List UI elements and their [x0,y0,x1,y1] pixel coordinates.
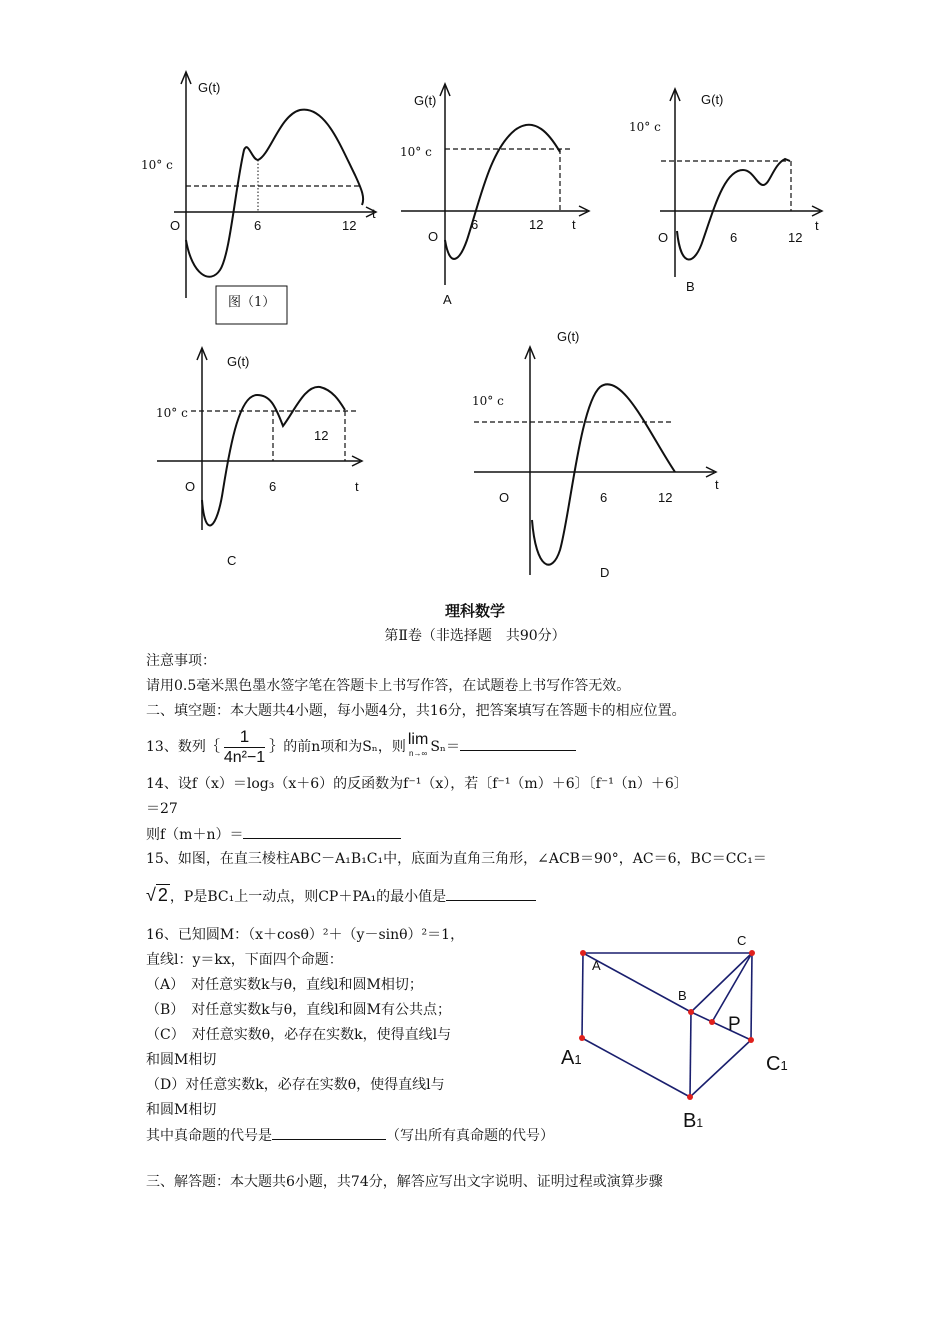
tick-12: 12 [658,490,673,505]
tick-12: 12 [314,428,329,443]
q16-option-b: （B） 对任意实数k与θ，直线l和圆M有公共点； [146,1002,452,1018]
label-a1: A1 [561,1047,582,1069]
q13-fraction [224,727,265,768]
x-axis-label: t [355,479,359,494]
y-axis-label: G(t) [414,93,437,108]
q13-suffix: Sₙ＝ [430,739,460,755]
caption-label: 图（1） [228,295,276,310]
option-label: C [227,553,237,568]
q15-line2 [146,885,536,907]
q13-frac-den: 4n²−1 [223,748,266,766]
label-p: P [728,1014,741,1035]
q13-limit [408,733,428,761]
label-c1: C1 [766,1053,788,1075]
q16-answer-prefix: 其中真命题的代号是 [146,1128,272,1144]
q16-option-d: （D）对任意实数k，必存在实数θ，使得直线l与 [146,1077,445,1093]
q14-line2: ＝27 [146,801,178,817]
q16-answer-suffix: （写出所有真命题的代号） [386,1128,554,1144]
edge-a-a1 [582,953,583,1038]
y-axis-label: G(t) [198,80,221,95]
edge-b-c1 [691,1012,751,1040]
origin-label: O [170,218,181,233]
temp-label: 10° c [141,158,173,172]
figure-option-c [145,340,385,575]
tick-12: 12 [529,217,544,232]
y-axis-label: G(t) [557,329,580,344]
vertex-b1 [687,1094,693,1100]
q16-option-a: （A） 对任意实数k与θ，直线l和圆M相切； [146,977,423,993]
edge-b-c [691,953,752,1012]
q15-answer-blank[interactable] [446,886,536,901]
q13-middle: ｝的前n项和为Sₙ，则 [269,739,406,755]
tick-6: 6 [600,490,608,505]
vertex-p [709,1019,715,1025]
vertex-b [688,1009,694,1015]
q14-prefix: 则f（m＋n）＝ [146,827,244,843]
tick-6: 6 [254,218,262,233]
temp-label: 10° c [629,120,661,134]
tick-6: 6 [471,217,479,232]
figure-option-d [460,325,740,585]
q14-line3 [146,824,401,845]
q13-frac-num: 1 [224,727,265,748]
segment-c-p [712,953,752,1022]
edge-b-b1 [690,1012,691,1097]
edge-b1-c1 [690,1040,751,1097]
vertex-c1 [748,1037,754,1043]
vertex-a [580,950,586,956]
y-axis-label: G(t) [701,92,724,107]
question-13 [146,724,576,770]
option-label: D [600,565,610,580]
fill-heading: 二、填空题：本大题共4小题，每小题4分，共16分，把答案填写在答题卡的相应位置。 [146,703,686,719]
temperature-curve [202,387,345,526]
origin-label: O [658,230,669,245]
q15-text: ，P是BC₁上一动点，则CP＋PA₁的最小值是 [169,889,447,905]
q13-lim-word: lim [407,731,429,748]
q15-line1: 15、如图，在直三棱柱ABC－A₁B₁C₁中，底面为直角三角形，∠ACB＝90°，AC＝6，BC＝CC₁＝ [146,851,767,867]
temperature-curve [186,110,363,277]
q16-option-d2: 和圆M相切 [146,1102,217,1118]
temperature-curve [445,125,560,259]
vertex-c [749,950,755,956]
notice-heading: 注意事项： [146,653,216,669]
q13-lim-sub: n→∞ [409,749,428,758]
q14-line1: 14、设f（x）＝log₃（x＋6）的反函数为f⁻¹（x），若〔f⁻¹（m）＋6〕〔f⁻¹（n）＋6〕 [146,776,688,792]
option-label: A [443,292,452,307]
temperature-curve [532,384,675,564]
figure-option-b [625,85,835,300]
q15-sqrt: √ 2 [146,885,168,905]
q14-answer-blank[interactable] [243,824,401,839]
prism-figure [555,930,795,1135]
tick-6: 6 [269,479,277,494]
label-c: C [737,933,747,948]
figure-main-graph [130,70,390,330]
section-title: 理科数学 [444,602,505,620]
q16-line2: 直线l：y＝kx，下面四个命题： [146,952,343,968]
temp-label: 10° c [400,145,432,159]
q16-option-c2: 和圆M相切 [146,1052,217,1068]
tick-12: 12 [788,230,803,245]
q16-option-c: （C） 对任意实数θ，必存在实数k，使得直线l与 [146,1027,452,1043]
x-axis-label: t [715,477,719,492]
x-axis-label: t [572,217,576,232]
q16-line1: 16、已知圆M：（x＋cosθ）²＋（y－sinθ）²＝1， [146,927,465,943]
q13-prefix: 13、数列｛ [146,739,220,755]
option-label: B [686,279,695,294]
answer-section-heading: 三、解答题：本大题共6小题，共74分，解答应写出文字说明、证明过程或演算步骤 [146,1174,663,1190]
edge-c-c1 [751,953,752,1040]
temp-label: 10° c [472,394,504,408]
label-a: A [592,958,601,973]
notice-text: 请用0.5毫米黑色墨水签字笔在答题卡上书写作答，在试题卷上书写作答无效。 [146,678,631,694]
x-axis-label: t [815,218,819,233]
vertex-a1 [579,1035,585,1041]
origin-label: O [428,229,439,244]
origin-label: O [499,490,510,505]
origin-label: O [185,479,196,494]
temp-label: 10° c [156,406,188,420]
q16-answer [146,1125,554,1146]
x-axis-label: t [372,206,376,221]
y-axis-label: G(t) [227,354,250,369]
label-b1: B1 [683,1110,704,1132]
tick-12: 12 [342,218,357,233]
label-b: B [678,988,687,1003]
q15-sqrt-value: 2 [157,885,168,905]
q16-answer-blank[interactable] [272,1125,386,1140]
figure-option-a [395,80,605,315]
q13-answer-blank[interactable] [460,736,576,751]
section-subtitle: 第Ⅱ卷（非选择题 共90分） [384,628,566,644]
edge-a1-b1 [582,1038,690,1097]
tick-6: 6 [730,230,738,245]
